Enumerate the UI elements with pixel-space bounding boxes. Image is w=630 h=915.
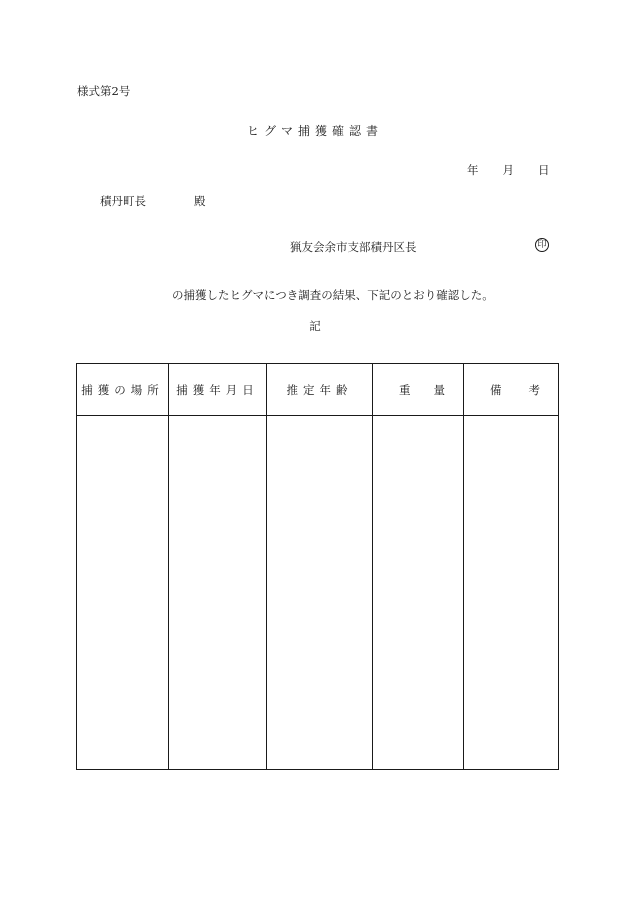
addressee-honorific: 殿 [194, 194, 206, 208]
day-label: 日 [538, 163, 550, 177]
header-capture-location: 捕獲の場所 [77, 364, 169, 416]
ki-label: 記 [309, 319, 321, 333]
cell-capture-date[interactable] [169, 416, 267, 770]
cell-estimated-age[interactable] [267, 416, 373, 770]
seal-mark: 印 [535, 238, 549, 252]
table-row [77, 416, 559, 770]
addressee [100, 196, 206, 208]
cell-remarks[interactable] [464, 416, 559, 770]
form-number: 様式第2号 [77, 84, 131, 98]
capture-record-table [76, 363, 559, 770]
year-label: 年 [467, 163, 479, 177]
cell-weight[interactable] [373, 416, 464, 770]
header-remarks: 備考 [464, 364, 559, 416]
issuer-name: 猟友会余市支部積丹区長 [290, 240, 417, 254]
statement-text: の捕獲したヒグマにつき調査の結果、下記のとおり確認した。 [172, 288, 494, 302]
date-row [467, 165, 550, 177]
header-capture-date: 捕獲年月日 [169, 364, 267, 416]
table-header-row [77, 364, 559, 416]
month-label: 月 [502, 163, 514, 177]
header-estimated-age: 推定年齢 [267, 364, 373, 416]
addressee-name: 積丹町長 [100, 194, 146, 208]
document-title: ヒグマ捕獲確認書 [246, 124, 383, 138]
header-weight: 重量 [373, 364, 464, 416]
cell-capture-location[interactable] [77, 416, 169, 770]
